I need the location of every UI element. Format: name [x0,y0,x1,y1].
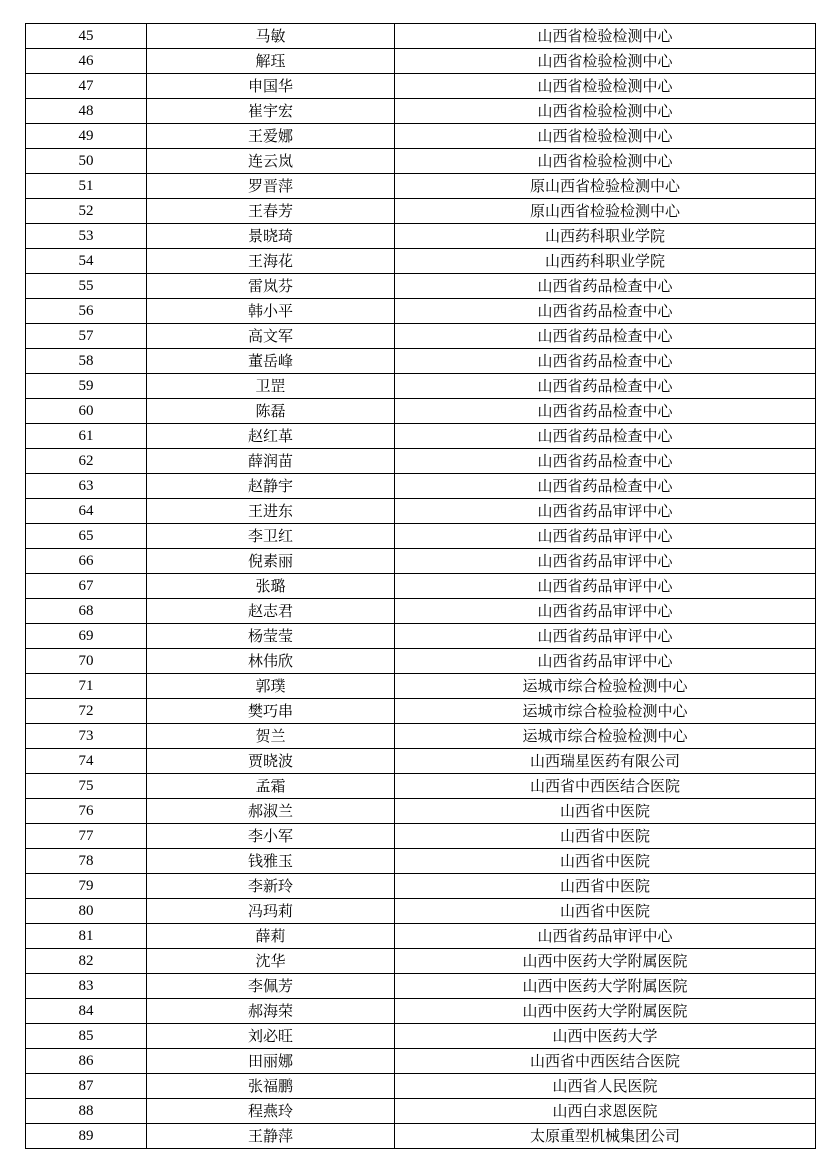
person-name-cell: 林伟欣 [147,649,395,674]
row-number-cell: 78 [26,849,147,874]
table-row [26,999,816,1024]
row-number-cell: 51 [26,174,147,199]
table-row [26,624,816,649]
organization-cell: 山西省中西医结合医院 [395,1049,816,1074]
row-number-cell: 68 [26,599,147,624]
organization-cell: 山西省检验检测中心 [395,124,816,149]
table-row [26,324,816,349]
person-name-cell: 李卫红 [147,524,395,549]
row-number-cell: 61 [26,424,147,449]
row-number-cell: 69 [26,624,147,649]
organization-cell: 太原重型机械集团公司 [395,1124,816,1149]
table-row [26,274,816,299]
person-name-cell: 罗晋萍 [147,174,395,199]
table-row [26,874,816,899]
person-name-cell: 贺兰 [147,724,395,749]
row-number-cell: 52 [26,199,147,224]
person-name-cell: 连云岚 [147,149,395,174]
person-name-cell: 沈华 [147,949,395,974]
person-name-cell: 马敏 [147,24,395,49]
organization-cell: 山西省药品审评中心 [395,599,816,624]
person-name-cell: 郭璞 [147,674,395,699]
row-number-cell: 70 [26,649,147,674]
person-name-cell: 赵红革 [147,424,395,449]
person-name-cell: 卫罡 [147,374,395,399]
organization-cell: 山西省检验检测中心 [395,99,816,124]
person-name-cell: 李新玲 [147,874,395,899]
row-number-cell: 74 [26,749,147,774]
roster-table-body [26,24,816,1149]
person-name-cell: 申国华 [147,74,395,99]
table-row [26,349,816,374]
organization-cell: 山西省中医院 [395,824,816,849]
table-row [26,399,816,424]
organization-cell: 原山西省检验检测中心 [395,199,816,224]
table-row [26,549,816,574]
table-row [26,649,816,674]
row-number-cell: 54 [26,249,147,274]
row-number-cell: 87 [26,1074,147,1099]
organization-cell: 山西省药品检查中心 [395,449,816,474]
organization-cell: 山西省药品审评中心 [395,649,816,674]
organization-cell: 山西省药品审评中心 [395,499,816,524]
organization-cell: 山西中医药大学附属医院 [395,974,816,999]
person-name-cell: 解珏 [147,49,395,74]
organization-cell: 山西药科职业学院 [395,249,816,274]
table-row [26,924,816,949]
row-number-cell: 55 [26,274,147,299]
table-row [26,699,816,724]
person-name-cell: 赵静宇 [147,474,395,499]
table-row [26,774,816,799]
table-row [26,99,816,124]
table-row [26,224,816,249]
organization-cell: 山西省中医院 [395,899,816,924]
row-number-cell: 57 [26,324,147,349]
row-number-cell: 50 [26,149,147,174]
person-name-cell: 王海花 [147,249,395,274]
row-number-cell: 80 [26,899,147,924]
table-row [26,74,816,99]
row-number-cell: 49 [26,124,147,149]
person-name-cell: 王春芳 [147,199,395,224]
organization-cell: 山西省中西医结合医院 [395,774,816,799]
table-row [26,974,816,999]
person-name-cell: 郝海荣 [147,999,395,1024]
person-name-cell: 冯玛莉 [147,899,395,924]
row-number-cell: 45 [26,24,147,49]
row-number-cell: 85 [26,1024,147,1049]
row-number-cell: 59 [26,374,147,399]
organization-cell: 山西省药品审评中心 [395,624,816,649]
row-number-cell: 82 [26,949,147,974]
organization-cell: 山西省人民医院 [395,1074,816,1099]
person-name-cell: 杨莹莹 [147,624,395,649]
organization-cell: 山西省药品检查中心 [395,399,816,424]
person-name-cell: 张福鹏 [147,1074,395,1099]
table-row [26,599,816,624]
organization-cell: 山西省中医院 [395,849,816,874]
table-row [26,149,816,174]
row-number-cell: 71 [26,674,147,699]
table-row [26,949,816,974]
person-name-cell: 贾晓波 [147,749,395,774]
row-number-cell: 66 [26,549,147,574]
row-number-cell: 84 [26,999,147,1024]
organization-cell: 山西省药品审评中心 [395,549,816,574]
person-name-cell: 王静萍 [147,1124,395,1149]
table-row [26,299,816,324]
person-name-cell: 陈磊 [147,399,395,424]
person-name-cell: 薛莉 [147,924,395,949]
person-name-cell: 王进东 [147,499,395,524]
organization-cell: 山西省药品检查中心 [395,424,816,449]
table-row [26,199,816,224]
row-number-cell: 46 [26,49,147,74]
organization-cell: 山西中医药大学附属医院 [395,949,816,974]
person-name-cell: 韩小平 [147,299,395,324]
row-number-cell: 75 [26,774,147,799]
person-name-cell: 程燕玲 [147,1099,395,1124]
person-name-cell: 孟霜 [147,774,395,799]
organization-cell: 山西省检验检测中心 [395,149,816,174]
person-name-cell: 倪素丽 [147,549,395,574]
row-number-cell: 72 [26,699,147,724]
table-row [26,849,816,874]
row-number-cell: 89 [26,1124,147,1149]
table-row [26,674,816,699]
row-number-cell: 79 [26,874,147,899]
table-row [26,474,816,499]
person-name-cell: 李佩芳 [147,974,395,999]
row-number-cell: 63 [26,474,147,499]
table-row [26,824,816,849]
organization-cell: 山西省中医院 [395,874,816,899]
organization-cell: 运城市综合检验检测中心 [395,724,816,749]
table-row [26,1024,816,1049]
table-row [26,49,816,74]
roster-table [25,23,816,1149]
person-name-cell: 李小军 [147,824,395,849]
table-row [26,1049,816,1074]
organization-cell: 山西省药品检查中心 [395,349,816,374]
table-row [26,249,816,274]
row-number-cell: 73 [26,724,147,749]
person-name-cell: 樊巧串 [147,699,395,724]
row-number-cell: 86 [26,1049,147,1074]
organization-cell: 山西中医药大学附属医院 [395,999,816,1024]
organization-cell: 山西省检验检测中心 [395,74,816,99]
organization-cell: 山西省中医院 [395,799,816,824]
person-name-cell: 赵志君 [147,599,395,624]
person-name-cell: 雷岚芬 [147,274,395,299]
organization-cell: 山西省检验检测中心 [395,24,816,49]
person-name-cell: 刘必旺 [147,1024,395,1049]
table-row [26,1124,816,1149]
person-name-cell: 薛润苗 [147,449,395,474]
table-row [26,424,816,449]
row-number-cell: 65 [26,524,147,549]
person-name-cell: 田丽娜 [147,1049,395,1074]
organization-cell: 山西省药品检查中心 [395,474,816,499]
row-number-cell: 77 [26,824,147,849]
organization-cell: 山西瑞星医药有限公司 [395,749,816,774]
table-row [26,799,816,824]
organization-cell: 山西省药品检查中心 [395,324,816,349]
person-name-cell: 王爱娜 [147,124,395,149]
table-row [26,174,816,199]
table-row [26,449,816,474]
row-number-cell: 88 [26,1099,147,1124]
organization-cell: 山西省药品检查中心 [395,374,816,399]
person-name-cell: 董岳峰 [147,349,395,374]
row-number-cell: 60 [26,399,147,424]
table-row [26,499,816,524]
organization-cell: 山西省药品审评中心 [395,524,816,549]
organization-cell: 山西省药品检查中心 [395,299,816,324]
table-row [26,124,816,149]
table-row [26,24,816,49]
person-name-cell: 郝淑兰 [147,799,395,824]
row-number-cell: 58 [26,349,147,374]
table-row [26,749,816,774]
row-number-cell: 76 [26,799,147,824]
table-row [26,899,816,924]
person-name-cell: 高文军 [147,324,395,349]
row-number-cell: 67 [26,574,147,599]
row-number-cell: 47 [26,74,147,99]
table-row [26,574,816,599]
person-name-cell: 景晓琦 [147,224,395,249]
row-number-cell: 83 [26,974,147,999]
organization-cell: 山西省药品检查中心 [395,274,816,299]
organization-cell: 山西省检验检测中心 [395,49,816,74]
table-row [26,1074,816,1099]
table-row [26,1099,816,1124]
organization-cell: 山西白求恩医院 [395,1099,816,1124]
table-row [26,724,816,749]
row-number-cell: 53 [26,224,147,249]
organization-cell: 原山西省检验检测中心 [395,174,816,199]
row-number-cell: 81 [26,924,147,949]
row-number-cell: 64 [26,499,147,524]
row-number-cell: 62 [26,449,147,474]
person-name-cell: 张璐 [147,574,395,599]
table-row [26,374,816,399]
organization-cell: 运城市综合检验检测中心 [395,699,816,724]
table-row [26,524,816,549]
organization-cell: 山西中医药大学 [395,1024,816,1049]
organization-cell: 山西省药品审评中心 [395,924,816,949]
person-name-cell: 崔宇宏 [147,99,395,124]
person-name-cell: 钱雅玉 [147,849,395,874]
organization-cell: 山西省药品审评中心 [395,574,816,599]
organization-cell: 山西药科职业学院 [395,224,816,249]
organization-cell: 运城市综合检验检测中心 [395,674,816,699]
row-number-cell: 48 [26,99,147,124]
row-number-cell: 56 [26,299,147,324]
